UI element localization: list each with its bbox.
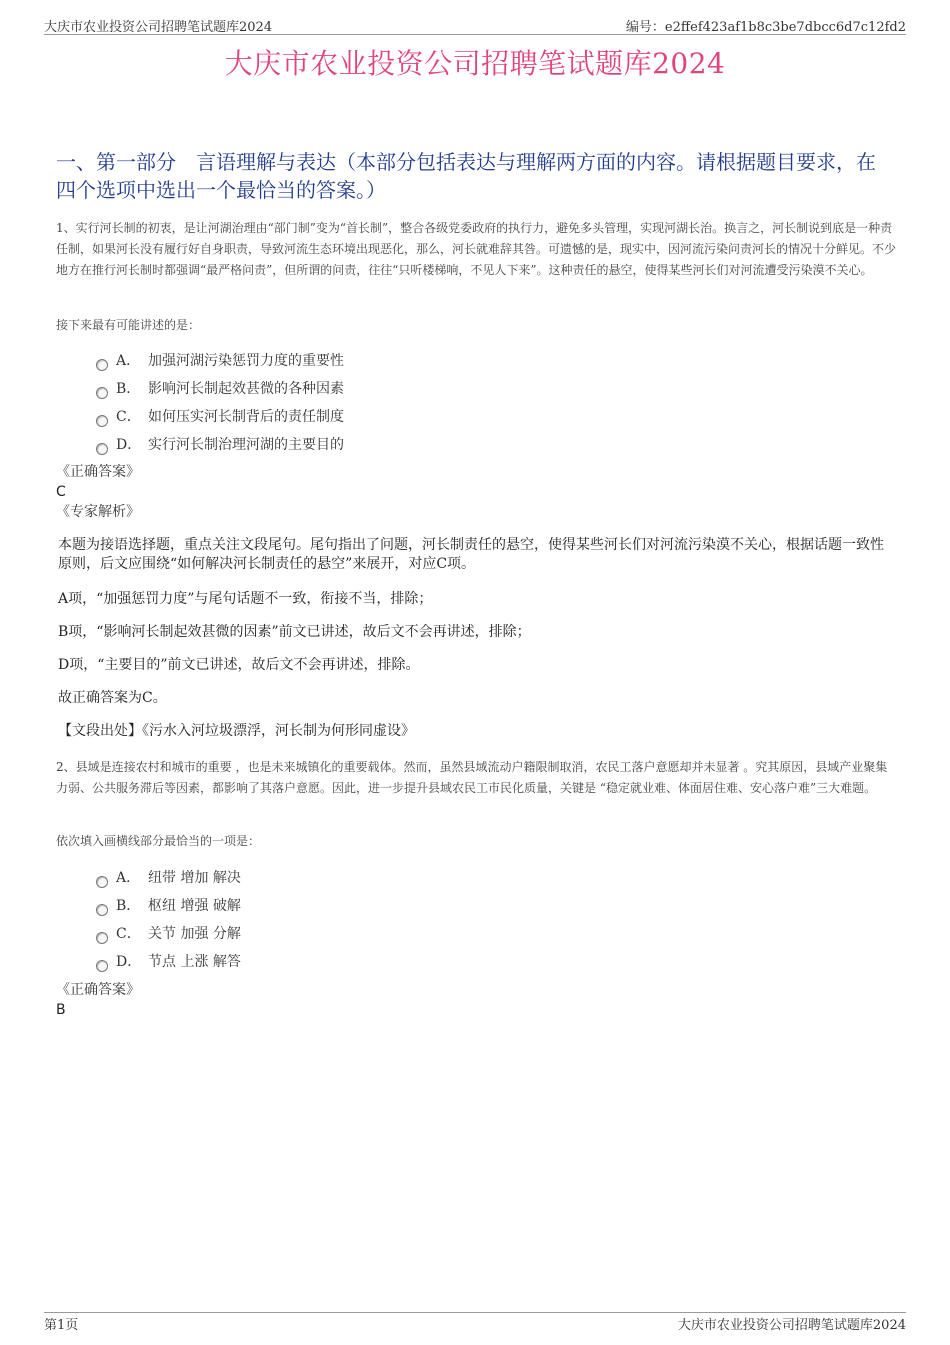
q1-prompt: 接下来最有可能讲述的是：	[56, 318, 201, 332]
page-number: 第1页	[44, 1318, 79, 1333]
radio-icon[interactable]	[96, 415, 108, 427]
radio-icon[interactable]	[96, 443, 108, 455]
q1-stem: 1、实行河长制的初衷，是让河湖治理由“部门制”变为“首长制”，整合各级党委政府的执行力，避免多头管理，实现河湖长治。换言之，河长制说到底是一种责任制，如果河长没有履行好自身职责，导致河流生态环境出现恶化，那么，河长就难辞其咎。可遗憾的是，现实中，因河流污染问责河长的情况十分鲜见。不少地方在推行河长制时都强调“最严格问责”，但所谓的问责，往往“只听楼梯响，不见人下来”。这种责任的悬空，使得某些河长们对河流遭受污染漠不关心。	[56, 221, 897, 277]
q2-option-c[interactable]: C． 关节 加强 分解	[96, 923, 241, 951]
radio-icon[interactable]	[96, 876, 108, 888]
q1-option-b[interactable]: B． 影响河长制起效甚微的各种因素	[96, 378, 344, 406]
q2-answer-label: 《正确答案》	[56, 982, 140, 998]
q1-option-d[interactable]: D． 实行河长制治理河湖的主要目的	[96, 434, 344, 462]
section-heading: 一、第一部分 言语理解与表达（本部分包括表达与理解两方面的内容。请根据题目要求，在四个选项中选出一个最恰当的答案。）	[56, 150, 876, 202]
analysis-paragraph: D项，“主要目的”前文已讲述，故后文不会再讲述，排除。	[58, 657, 420, 673]
option-text: 影响河长制起效甚微的各种因素	[148, 381, 344, 397]
option-text: 如何压实河长制背后的责任制度	[148, 409, 344, 425]
page-header	[44, 14, 906, 35]
q1-analysis	[58, 536, 896, 753]
header-doc-name: 大庆市农业投资公司招聘笔试题库2024	[44, 20, 273, 35]
q2-option-b[interactable]: B． 枢纽 增强 破解	[96, 895, 241, 923]
q2-answer: B	[56, 1002, 66, 1018]
document-title: 大庆市农业投资公司招聘笔试题库2024	[224, 47, 726, 80]
q2-option-a[interactable]: A． 纽带 增加 解决	[96, 867, 241, 895]
q2-stem: 2、县域是连接农村和城市的重要 ，也是未来城镇化的重要载体。然而，虽然县域流动户籍限制取消，农民工落户意愿却并未显著 。究其原因，县域产业聚集力弱、公共服务滞后等因素，都影响了其落户意愿。因此，进一步提升县域农民工市民化质量，关键是 “稳定就业难、体面居住难、安心落户难”三大难题。	[56, 760, 888, 795]
analysis-source: 【文段出处】《污水入河垃圾漂浮，河长制为何形同虚设》	[58, 723, 415, 739]
option-text: 加强河湖污染惩罚力度的重要性	[148, 353, 344, 369]
radio-icon[interactable]	[96, 387, 108, 399]
radio-icon[interactable]	[96, 904, 108, 916]
q2-options	[96, 867, 241, 979]
radio-icon[interactable]	[96, 960, 108, 972]
q1-answer-label: 《正确答案》	[56, 464, 140, 480]
q1-answer: C	[56, 484, 66, 500]
radio-icon[interactable]	[96, 359, 108, 371]
analysis-paragraph: B项，“影响河长制起效甚微的因素”前文已讲述，故后文不会再讲述，排除；	[58, 624, 531, 640]
option-text: 关节 加强 分解	[148, 926, 241, 942]
analysis-paragraph: A项，“加强惩罚力度”与尾句话题不一致，衔接不当，排除；	[58, 591, 433, 607]
option-text: 节点 上涨 解答	[148, 954, 241, 970]
radio-icon[interactable]	[96, 932, 108, 944]
q2-prompt: 依次填入画横线部分最恰当的一项是：	[56, 834, 261, 848]
analysis-paragraph: 本题为接语选择题，重点关注文段尾句。尾句指出了问题，河长制责任的悬空，使得某些河长们对河流污染漠不关心，根据话题一致性原则，后文应围绕“如何解决河长制责任的悬空”来展开，对应C项。	[58, 537, 884, 572]
q1-analysis-label: 《专家解析》	[56, 504, 140, 520]
q1-option-c[interactable]: C． 如何压实河长制背后的责任制度	[96, 406, 344, 434]
option-text: 纽带 增加 解决	[148, 870, 241, 886]
q1-option-a[interactable]: A． 加强河湖污染惩罚力度的重要性	[96, 350, 344, 378]
q2-option-d[interactable]: D． 节点 上涨 解答	[96, 951, 241, 979]
option-text: 实行河长制治理河湖的主要目的	[148, 437, 344, 453]
page-footer	[44, 1312, 906, 1333]
q1-options	[96, 350, 344, 462]
header-doc-id: 编号：e2ffef423af1b8c3be7dbcc6d7c12fd2	[625, 20, 906, 35]
footer-doc-name: 大庆市农业投资公司招聘笔试题库2024	[677, 1318, 906, 1333]
option-text: 枢纽 增强 破解	[148, 898, 241, 914]
analysis-paragraph: 故正确答案为C。	[58, 690, 167, 706]
